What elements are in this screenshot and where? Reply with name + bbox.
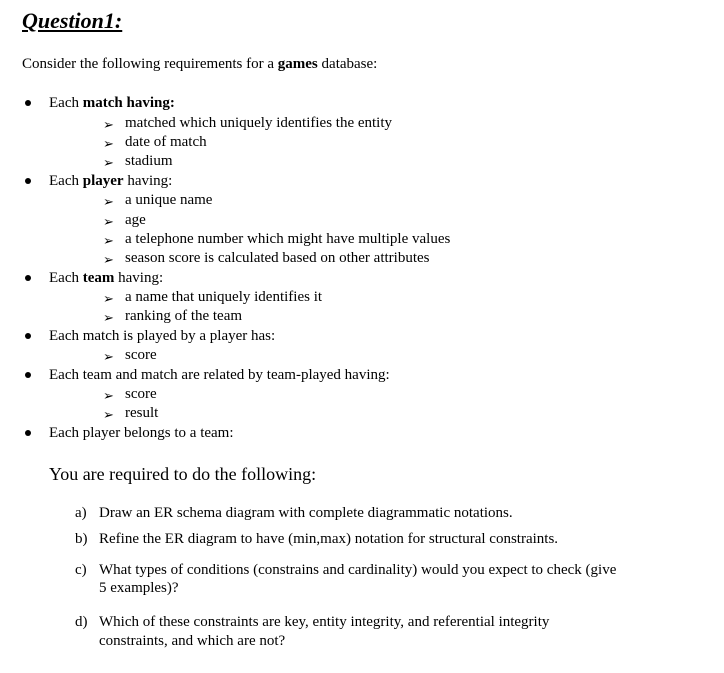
arrow-bullet-icon: ➢: [103, 291, 114, 306]
sub-item: ➢ score: [103, 347, 157, 364]
question-d-continued: constraints, and which are not?: [99, 633, 286, 649]
arrow-bullet-icon: ➢: [103, 194, 114, 209]
arrow-bullet-icon: ➢: [103, 349, 114, 364]
sub-item: ➢ season score is calculated based on other attributes: [103, 250, 430, 267]
sub-item: ➢ a unique name: [103, 192, 213, 209]
question-b: b) Refine the ER diagram to have (min,max) notation for structural constraints.: [75, 531, 559, 547]
arrow-bullet-icon: ➢: [103, 117, 114, 132]
arrow-bullet-icon: ➢: [103, 407, 114, 422]
sub-item: ➢ matched which uniquely identifies the entity: [103, 115, 393, 132]
bullet-match-played: Each match is played by a player has:: [49, 328, 276, 344]
arrow-bullet-icon: ➢: [103, 136, 114, 151]
intro-text: Consider the following requirements for a games database:: [22, 56, 378, 72]
bullet-player: Each player having:: [49, 173, 173, 189]
question-c: c) What types of conditions (constrains and cardinality) would you expect to check (give: [75, 562, 617, 578]
question-c-continued: 5 examples)?: [99, 580, 179, 596]
arrow-bullet-icon: ➢: [103, 310, 114, 325]
arrow-bullet-icon: ➢: [103, 155, 114, 170]
bullet-team-played: Each team and match are related by team-played having:: [49, 367, 390, 383]
sub-item: ➢ a telephone number which might have multiple values: [103, 231, 451, 248]
question-title: Question1:: [22, 8, 123, 33]
sub-item: ➢ date of match: [103, 134, 207, 151]
arrow-bullet-icon: ➢: [103, 252, 114, 267]
arrow-bullet-icon: ➢: [103, 388, 114, 403]
sub-item: ➢ a name that uniquely identifies it: [103, 289, 323, 306]
question-a: a) Draw an ER schema diagram with complete diagrammatic notations.: [75, 505, 513, 521]
bullet-match: Each match having:: [49, 95, 175, 111]
bullet-team: Each team having:: [49, 270, 164, 286]
sub-item: ➢ score: [103, 386, 157, 403]
question-d: d) Which of these constraints are key, entity integrity, and referential integrity: [75, 614, 550, 630]
sub-item: ➢ stadium: [103, 153, 173, 170]
arrow-bullet-icon: ➢: [103, 233, 114, 248]
sub-item: ➢ result: [103, 405, 159, 422]
arrow-bullet-icon: ➢: [103, 214, 114, 229]
bullet-player-team: Each player belongs to a team:: [49, 425, 234, 441]
required-heading: You are required to do the following:: [49, 464, 317, 484]
sub-item: ➢ age: [103, 212, 146, 229]
sub-item: ➢ ranking of the team: [103, 308, 243, 325]
